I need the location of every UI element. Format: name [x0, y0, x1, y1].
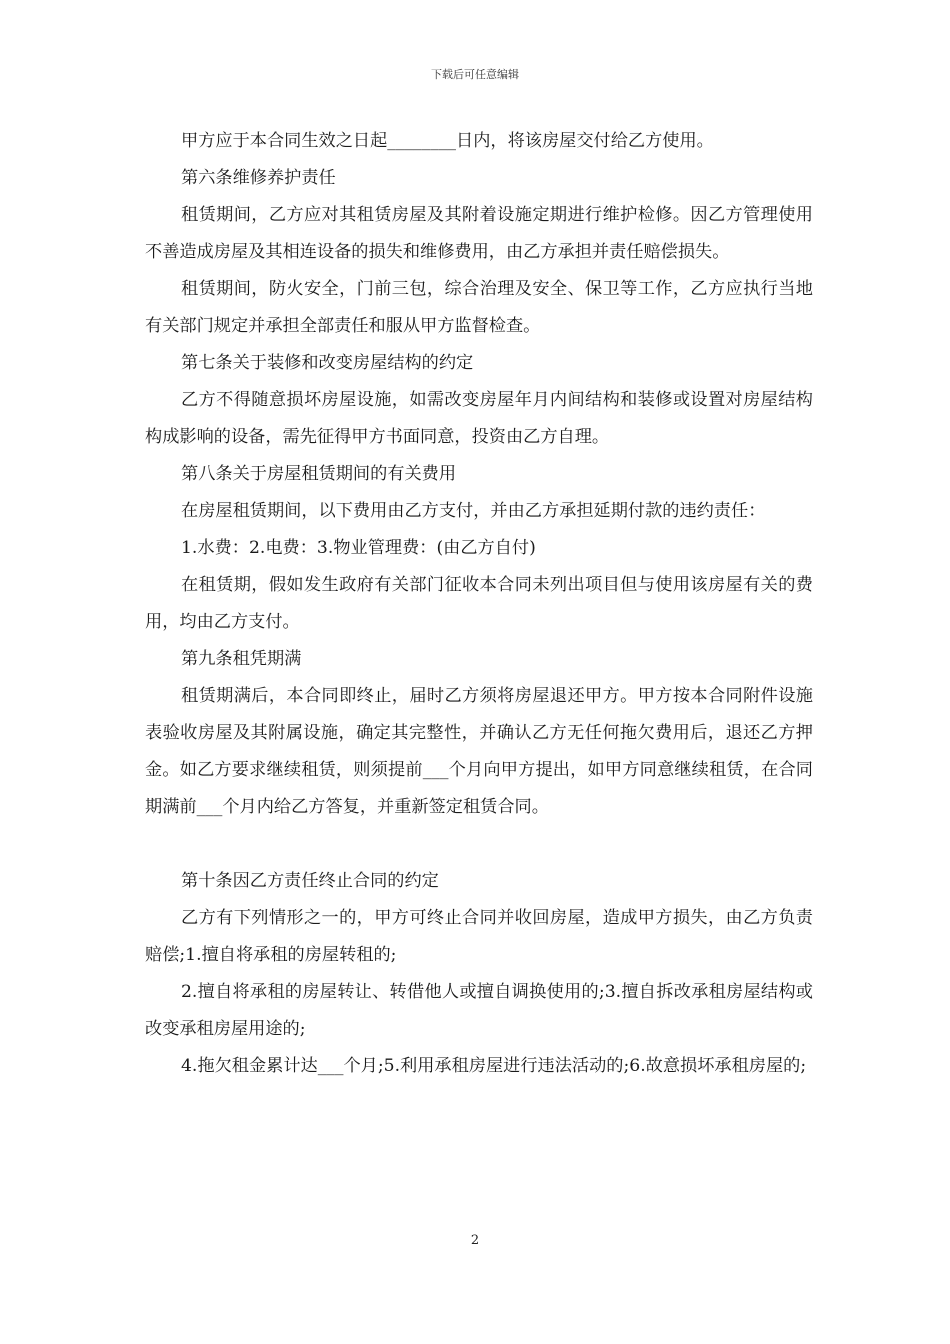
paragraph: 2.擅自将承租的房屋转让、转借他人或擅自调换使用的;3.擅自拆改承租房屋结构或改变承租房屋用途的; — [145, 982, 813, 1039]
blank-line — [145, 826, 813, 863]
paragraph: 4.拖欠租金累计达___个月;5.利用承租房屋进行违法活动的;6.故意损坏承租房屋的; — [181, 1056, 807, 1076]
document-body — [145, 123, 813, 1085]
paragraph: 1.水费：2.电费：3.物业管理费：(由乙方自付) — [181, 538, 536, 558]
section-heading-10: 第十条因乙方责任终止合同的约定 — [181, 871, 439, 891]
paragraph: 在租赁期，假如发生政府有关部门征收本合同未列出项目但与使用该房屋有关的费用，均由乙方支付。 — [145, 575, 813, 632]
paragraph: 乙方有下列情形之一的，甲方可终止合同并收回房屋，造成甲方损失，由乙方负责赔偿;1.擅自将承租的房屋转租的; — [145, 908, 813, 965]
section-heading-8: 第八条关于房屋租赁期间的有关费用 — [181, 464, 457, 484]
section-heading-9: 第九条租凭期满 — [181, 649, 302, 669]
paragraph: 租赁期间，乙方应对其租赁房屋及其附着设施定期进行维护检修。因乙方管理使用不善造成房屋及其相连设备的损失和维修费用，由乙方承担并责任赔偿损失。 — [145, 205, 813, 262]
paragraph: 乙方不得随意损坏房屋设施，如需改变房屋年月内间结构和装修或设置对房屋结构构成影响的设备，需先征得甲方书面同意，投资由乙方自理。 — [145, 390, 813, 447]
paragraph: 租赁期满后，本合同即终止，届时乙方须将房屋退还甲方。甲方按本合同附件设施表验收房屋及其附属设施，确定其完整性，并确认乙方无任何拖欠费用后，退还乙方押金。如乙方要求继续租赁，则须提前___个月向甲方提出，如甲方同意继续租赁，在合同期满前___个月内给乙方答复，并重新签定租赁合同。 — [145, 686, 813, 817]
section-heading-6: 第六条维修养护责任 — [181, 168, 336, 188]
paragraph: 在房屋租赁期间，以下费用由乙方支付，并由乙方承担延期付款的违约责任： — [181, 501, 766, 521]
paragraph: 甲方应于本合同生效之日起________日内，将该房屋交付给乙方使用。 — [181, 131, 714, 151]
page-header: 下载后可任意编辑 — [431, 68, 519, 81]
section-heading-7: 第七条关于装修和改变房屋结构的约定 — [181, 353, 474, 373]
page-number: 2 — [470, 1233, 480, 1248]
paragraph: 租赁期间，防火安全，门前三包，综合治理及安全、保卫等工作，乙方应执行当地有关部门规定并承担全部责任和服从甲方监督检查。 — [145, 279, 813, 336]
